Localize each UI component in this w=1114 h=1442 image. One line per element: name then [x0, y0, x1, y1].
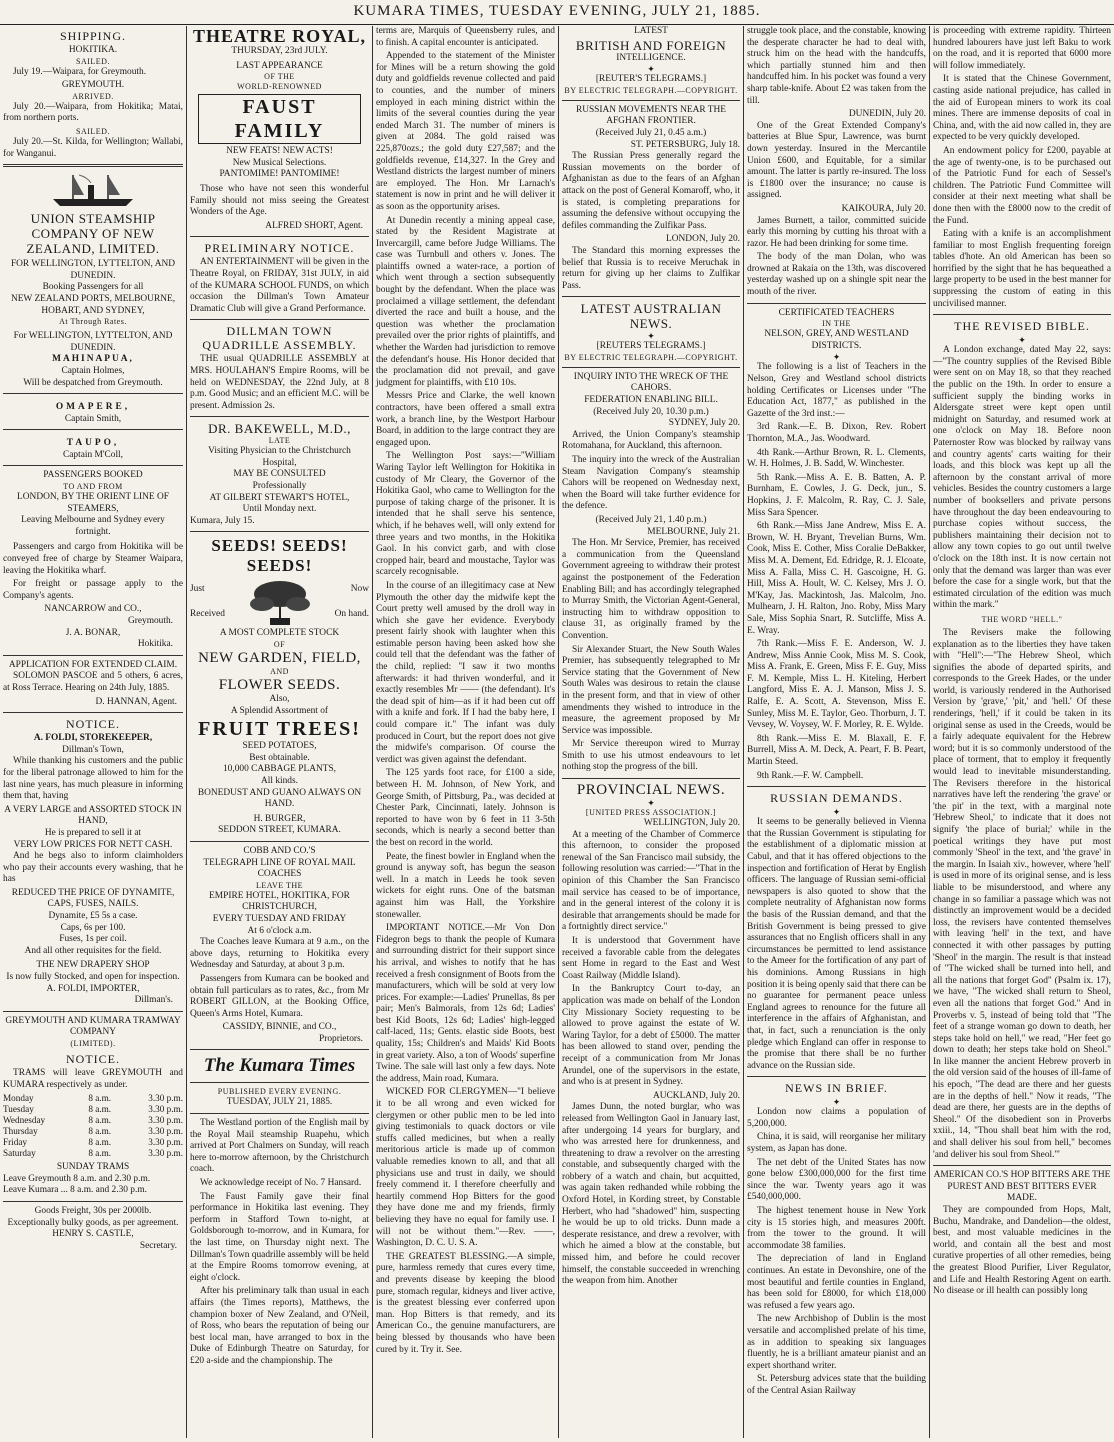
article-paragraph: We acknowledge receipt of No. 7 Hansard.	[200, 1178, 362, 1189]
copyright: BY ELECTRIC TELEGRAPH.—COPYRIGHT.	[564, 85, 738, 95]
usc-title: UNION STEAMSHIP COMPANY OF NEW ZEALAND, LIMITED.	[26, 211, 160, 257]
seed-illustration-row	[190, 576, 369, 628]
inquiry-heading: INQUIRY INTO THE WRECK OF THE CAHORS.	[573, 371, 729, 394]
received: (Received July 21, 0.45 a.m.)	[595, 127, 707, 138]
timetable-day: Tuesday	[3, 1104, 34, 1115]
article-paragraph: The Russian Press generally regard the Russian movements on the border of Afghanistan as due to the fears of an Afghan attack on the post of General Komaroff, who, it is stated, is completing preparations for assuming the defensive without occupying the defiles commanding the Zulfikar Pass.	[562, 151, 740, 231]
sub-heading: ARRIVED.	[72, 91, 114, 101]
leave-the: LEAVE THE	[255, 880, 304, 890]
column-1	[0, 26, 186, 1438]
dateline: SYDNEY, July 20.	[668, 418, 740, 429]
notice-heading: NOTICE.	[66, 1052, 120, 1066]
coaches-body: The Coaches leave Kumara at 9 a.m., on the above days, returning to Hokitika every Wednesday and Saturday, at about 3 p.m.	[190, 937, 369, 971]
districts-heading: NELSON, GREY, AND WESTLAND DISTRICTS.	[764, 329, 909, 351]
dateline: WELLINGTON, July 20.	[643, 818, 740, 829]
late: LATE	[268, 436, 291, 446]
russian-demands-heading: RUSSIAN DEMANDS.	[770, 791, 903, 806]
obtainable: Best obtainable.	[249, 752, 310, 763]
agent-signature: D. HANNAN, Agent.	[95, 696, 177, 707]
article-paragraph: An endowment policy for £200, payable at the age of twenty-one, is to be purchased out of the Patriotic Fund for each of Sessel's children. The Patriotic Fund Committee will consider at their next meeting what shall be done then with the £8000 now to the credit of the Fund.	[933, 145, 1111, 226]
timetable-row	[3, 1126, 183, 1137]
theatre-title: THEATRE ROYAL,	[192, 26, 367, 46]
article-paragraph: is proceeding with extreme rapidity. Thirteen hundred labourers have just left Baku to work on the road, and it is reported that 6000 more will follow immediately.	[933, 26, 1111, 71]
timetable-pm: 3.30 p.m.	[148, 1137, 183, 1148]
timetable-row	[3, 1148, 183, 1159]
drapery-body: Is now fully Stocked, and open for inspection.	[6, 972, 180, 983]
hop-bitters-heading: AMERICAN CO.'S HOP BITTERS ARE THE PUREST AND BEST BITTERS EVER MADE.	[933, 1170, 1111, 1204]
received-label: Received	[190, 609, 225, 620]
timetable-day: Thursday	[3, 1126, 38, 1137]
flower-seeds: FLOWER SEEDS.	[218, 677, 341, 694]
column-3	[373, 26, 558, 1438]
column-5: struggle took place, and the constable, knowing the desperate character he had to deal with, struck him on the head with the handcuffs, which partially stunned him and then handcuffed him. In his pocket was found a very sharp table-knife. About £2 was taken from the till. DUNEDIN, July 20. One of the Great Extended Company's batteries at Blue Spur, Lawrence, was burnt down yesterday. Insured in the Mercantile Union £600, and Equitable, for a similar amount. The latter is partly re-insured. The loss is £1800 over the insurance; no cause is assigned. KAIKOURA, July 20. James Burnett, a tailor, committed suicide early this morning by cutting his throat with a razor. He had been drinking for some time. The body of the man Dolan, who was drowned at Rakaia on the 13th, was discovered yesterday washed up on a shingle spit near the mouth of the river. CERTIFICATED TEACHERS IN THE NELSON, GREY, AND WESTLAND DISTRICTS. ✦ The following is a list of Teachers in the Nelson, Grey and Westland school districts holding Certificates or Licenses under "The Education Act, 1877," as published in the Gazette of the 3rd inst.:— 3rd Rank.—E. B. Dixon, Rev. Robert Thornton, M.A., Jas. Woodward. 4th Rank.—Arthur Brown, R. L. Clements, W. H. Holmes, J. B. Sadd, W. Winchester. 5th Rank.—Miss A. E. B. Batten, A. P. Burnham, E. Cowles, J. G. Deck, jun., S. Hopkins, J. F. Malcolm, R. Ray, C. J. Sale, Miss Sara Spencer. 6th Rank.—Miss Jane Andrew, Miss E. A. Brown, W. H. Bryant, Trevelian Burns, Wm. Cook, Miss E. Cother, Miss Coralie DeBakker, Miss M. A. Dement, Ed. Edridge, R. J. Elcoate, Miss A. Falla, Miss C. H. Gascoigne, H. G. Hill, Miss A. Hoult, W. C. Kelsey, Mrs J. O. M'Kay, Jas. Mackintosh, Jas. Malcolm, Jno. Mulhearn, J. H. Ralton, Jno. Roby, Miss Mary Sale, Miss Sophia Snart, R. Sutcliffe, Miss A. E. Wray. 7th Rank.—Miss F. E. Anderson, W. J. Andrew, Miss Annie Cook, Miss M. S. Cook, Miss A. Frank, E. Green, Miss F. E. Guy, Miss F. M. Kemple, Miss L. H. Kiteling, Herbert Langford, Miss E. A. J. Manson, Miss J. S. Ralfe, E. A. Scott, A. Stevenson, Miss E. Sunley, Miss M. E. Taylor, Geo. Thorburn, J. T. Vevsey, W. Voysey, W. F. Morley, R. E. Wylde. 8th Rank.—Miss E. M. Blaxall, E. F. Burrell, Miss A. M. Deck, A. Peart, F. B. Peart, Martin Steed. 9th Rank.—F. W. Campbell. RUSSIAN DEMANDS. ✦ It seems to be generally believed in Vienna that the Russian Government is stipulating for the establishment of a diplomatic mission at Cabul, and that it has offered objections to the inspection and fortification of Herat by English officers. The language of Russian semi-official newspapers is also quoted to show that the complete neutrality of Afghanistan now forms the basis of the Russian demand, and that the British Government is being pressed to give assurances that no English officers shall in any circumstances be permitted to lend assistance to the Ameer for the fortification of any part of his dominions. Among Russians in high position it is being openly said that there can be no guarantee for permanent peace unless England agrees to renounce for the future all interference in the affairs of Afghanistan, and that, in fact, such a renunciation is the only pledge which England can offer in response to the promise that there shall be no further advance on the Russian side. NEWS IN BRIEF. ✦ London now claims a population of 5,200,000. China, it is said, will reorganise her military system, as Japan has done. The net debt of the United States has now gone below £300,000,000 for the first time since the war. Twenty years ago it was £540,000,000. The highest tenement house in New York city is 15 stories high, and measures 200ft. from the tower to the ground. It will accommodate 38 families. The depreciation of land in England continues. An estate in Devonshire, one of the most beautiful and fertile counties in England, has been sold for £8000, for which £18,000 was refused a few years ago. The new Archbishop of Dublin is the most versatile and accomplished prelate of his time, as in addition to speaking six languages fluently, he is a brilliant amateur pianist and an expert shorthand writer. St. Petersburg advices state that the building of the Central Asian Railway	[747, 26, 926, 1396]
timetable-pm: 3.30 p.m.	[148, 1093, 183, 1104]
cassidy: CASSIDY, BINNIE, and CO.,	[222, 1022, 337, 1033]
dateline: LONDON, July 20.	[666, 234, 740, 245]
published: PUBLISHED EVERY EVENING.	[217, 1087, 342, 1097]
article-paragraph: A London exchange, dated May 22, says:—"The country supplies of the Revised Bible were sent on on May 18, so that they reached the public on the 19th. In order to ensure a sufficient supply the binding works in Aldersgate street were kept open until midnight on Saturday, and resumed work at one o'clock on May 18. Before noon Paternoster Row was blocked by railway vans and country agents' carts waiting for their loads, and this block was kept up all the afternoon by the constant arrival of more vehicles. Besides the country customers a large number of booksellers and private persons have throughout the day been endeavouring to purchase copies without success, the publishers maintaining their decision not to allow any town copies to go out until twelve o'clock on the 18th inst. It is now certain not only that the demand was larger than was ever before the case for a single work, but that the estimated circulation of the edition was much within the mark."	[933, 345, 1111, 611]
timetable-am: 8 a.m.	[88, 1093, 112, 1104]
shipping-entry: July 20.—St. Kilda, for Wellington; Wallabi, for Wanganui.	[3, 136, 183, 159]
timetable-row	[3, 1115, 183, 1126]
prelim-heading: PRELIMINARY NOTICE.	[204, 241, 355, 256]
timetable-am: 8 a.m.	[88, 1148, 112, 1159]
provincial-heading: PROVINCIAL NEWS.	[576, 782, 726, 799]
price-line: Caps, 6s per 100.	[60, 922, 126, 933]
article-paragraph: The Faust Family gave their final performance in Hokitika last evening. They perform in Stafford Town to-night, at Goldsborough to-morrow, and in Kumara, for the last time, on Thursday night next. The Dillman's Town quadrille assembly will be held at the Empire Rooms tomorrow evening, at eight o'clock.	[190, 1191, 369, 1283]
price-line: Fuses, 1s per coil.	[59, 934, 127, 945]
now-label: Now	[350, 583, 369, 594]
cobb-heading: COBB AND CO.'S	[243, 845, 316, 856]
price-line: Dynamite, £5 5s a case.	[48, 911, 138, 922]
article-paragraph: The depreciation of land in England continues. An estate in Devonshire, one of the most beautiful and fertile counties in England, has been sold for £8000, for which £18,000 was refused a few years ago.	[747, 1254, 926, 1311]
burger-name: H. BURGER,	[253, 813, 306, 824]
masthead: KUMARA TIMES, TUESDAY EVENING, JULY 21, 1885.	[0, 0, 1114, 25]
revised-bible-heading: THE REVISED BIBLE.	[954, 319, 1090, 334]
despatch: Will be despatched from Greymouth.	[23, 377, 163, 388]
article-paragraph: It seems to be generally believed in Vienna that the Russian Government is stipulating for the establishment of a diplomatic mission at Cabul, and that it has offered objections to the inspection and fortification of Herat by English officers. The language of Russian semi-official newspapers is also quoted to show that the complete neutrality of Afghanistan now forms the basis of the Russian demand, and that the British Government is being pressed to give assurances that no English officers shall in any circumstances be permitted to lend assistance to the Ameer for the fortification of any part of his dominions. Among Russians in high position it is being openly said that there can be no guarantee for permanent peace unless England agrees to renounce for the future all interference in the affairs of Afghanistan, and that, in fact, such a renunciation is the only pledge which England can offer in response to the promise that there shall be no further advance on the Russian side.	[747, 817, 926, 1071]
steamship-illustration	[48, 171, 138, 209]
timetable-am: 8 a.m.	[88, 1104, 112, 1115]
all-kinds: All kinds.	[261, 776, 298, 786]
notice-heading: NOTICE.	[66, 717, 120, 732]
foldi-heading: A. FOLDI, STOREKEEPER,	[33, 733, 153, 744]
agent-name: NANCARROW and CO.,	[44, 604, 142, 615]
article-paragraph: It is stated that the Chinese Government, casting aside national prejudice, has called in the aid of European miners to work its coal mines. There are immense deposits of coal in China, and, with the aid now called in, they are expected to be very quickly developed.	[933, 74, 1111, 143]
rank-list: 7th Rank.—Miss F. E. Anderson, W. J. Andrew, Miss Annie Cook, Miss M. S. Cook, Miss A. Frank, E. Green, Miss F. E. Guy, Miss F. M. Kemple, Miss L. H. Kiteling, Herbert Langford, Miss E. A. J. Manson, Miss J. S. Ralfe, E. A. Scott, A. Stevenson, Miss E. Sunley, Miss M. E. Taylor, Geo. Thorburn, J. T. Vevsey, W. Voysey, W. F. Morley, R. E. Wylde.	[747, 639, 926, 731]
proprietors: Proprietors.	[318, 1033, 363, 1044]
foldi-begs: And he begs also to inform claimholders who pay their accounts every washing, that he has	[3, 851, 183, 885]
leaving: Leaving Melbourne and Sydney every fortnight.	[21, 515, 165, 537]
agent-place: Greymouth.	[127, 616, 173, 626]
article-paragraph: The Hon. Mr Service, Premier, has received a communication from the Queensland Government agreeing to withdraw their protest against the postponement of the Federation Enabling Bill; and has accordingly telegraphed to Murray Smith, the Victorian Agent-General, instructing him to withdraw opposition to clause 31, as originally framed by the Convention.	[562, 538, 740, 641]
burger-address: SEDDON STREET, KUMARA.	[218, 825, 341, 836]
timetable-row	[3, 1093, 183, 1104]
of-label: OF	[273, 640, 286, 650]
faust-family-title: FAUST FAMILY	[198, 94, 361, 144]
agent-name: J. A. BONAR,	[65, 627, 121, 638]
article-paragraph: Messrs Price and Clarke, the well known contractors, have been offered a small extra work, a branch line, by the Westport Harbour Board, in addition to the large contract they are engaged upon.	[376, 391, 555, 448]
timetable-pm: 3.30 p.m.	[148, 1126, 183, 1137]
dateline: MELBOURNE, July 21.	[647, 526, 740, 537]
hell-heading: THE WORD "HELL."	[981, 614, 1063, 624]
application-body: SOLOMON PASCOE and 5 others, 6 acres, at Ross Terrace. Hearing on 24th July, 1885.	[3, 671, 183, 693]
article-paragraph: terms are, Marquis of Queensberry rules, and to finish. A capital encounter is anticipated.	[376, 26, 555, 48]
usc-route: For WELLINGTON, LYTTELTON, AND DUNEDIN.	[13, 331, 173, 353]
received: (Received July 20, 10.30 p.m.)	[593, 406, 709, 417]
article-paragraph: One of the Great Extended Company's batteries at Blue Spur, Lawrence, was burnt down yesterday. Insured in the Mercantile Union £600, and Equitable, for a similar amount. The latter is partly re-insured. The loss is £1800 over the insurance; no cause is assigned.	[747, 120, 926, 201]
article-paragraph: Peate, the finest bowler in England when the ground is anyway soft, has begun the season well. In a match in Leeds he took seven wickets for eight runs. One of the batsman against him was Hall, the Yorkshire stonewaller.	[376, 851, 555, 920]
visiting: Visiting Physician to the Christchurch Hospital,	[208, 446, 351, 468]
article-paragraph: Arrived, the Union Company's steamship Rotomahana, for Auckland, this afternoon.	[562, 429, 740, 452]
timetable-pm: 3.30 p.m.	[148, 1148, 183, 1159]
agent-place: Hokitika.	[137, 639, 173, 650]
tram-timetable	[3, 1093, 183, 1159]
usc-rates: At Through Rates.	[59, 317, 127, 327]
article-paragraph: WICKED FOR CLERGYMEN—"I believe it to be all wrong and even wicked for clergymen or other public men to be led into giving testimonials to quack doctors or vile stuffs called medicines, but when a really meritorious article is made up of common valuable remedies known to all, and that all physicians use and trust in daily, we should freely commend it. I therefore cheerfully and heartily commend Hop Bitters for the good they have done me and my friends, firmly believing they have no equal for family use. I will not be without them."—Rev. ——, Washington, D. C. U. S. A.	[376, 1087, 555, 1249]
article-paragraph: Appended to the statement of the Minister for Mines will be a return showing the gold duty and goldfields revenue collected and paid to counties, and the number of miners employed in each mining district within the limits of the several counties during the year ended March 31. The number of miners is given at 2084. The gold raised was 225,870ozs.; the gold duty £27,587; and the goldfields revenue, £14,327. In the Grey and Westland districts the largest number of miners are employed. The Hon. Mr Larnach's statement is now in print and he will deliver it as soon as the opportunity arises.	[376, 51, 555, 212]
article-paragraph: The inquiry into the wreck of the Australian Steam Navigation Company's steamship Cahors will be reopened on Wednesday next, when the Board will take further evidence for the defence.	[562, 455, 740, 512]
to-from: TO AND FROM	[63, 482, 123, 492]
shipping-heading: SHIPPING.	[59, 29, 126, 43]
column-4: LATEST BRITISH AND FOREIGN INTELLIGENCE. ✦ [REUTER'S TELEGRAMS.] BY ELECTRIC TELEGRAPH.—COPYRIGHT. RUSSIAN MOVEMENTS NEAR THE AFGHAN FRONTIER. (Received July 21, 0.45 a.m.) ST. PETERSBURG, July 18. The Russian Press generally regard the Russian movements on the border of Afghanistan as due to the fears of an Afghan attack on the post of General Komaroff, who, it is stated, is completing preparations for assuming the defensive without occupying the defiles commanding the Zulfikar Pass. LONDON, July 20. The Standard this morning expresses the belief that Russia is to receive Meruchak in return for giving up her claims to Zulfikar Pass. LATEST AUSTRALIAN NEWS. ✦ [REUTERS TELEGRAMS.] BY ELECTRIC TELEGRAPH.—COPYRIGHT. INQUIRY INTO THE WRECK OF THE CAHORS. FEDERATION ENABLING BILL. (Received July 20, 10.30 p.m.) SYDNEY, July 20. Arrived, the Union Company's steamship Rotomahana, for Auckland, this afternoon. The inquiry into the wreck of the Australian Steam Navigation Company's steamship Cahors will be reopened on Wednesday next, when the Board will take further evidence for the defence. (Received July 21, 1.40 p.m.) MELBOURNE, July 21. The Hon. Mr Service, Premier, has received a communication from the Queensland Government agreeing to withdraw their protest against the postponement of the Federation Enabling Bill; and has accordingly telegraphed to Murray Smith, the Victorian Agent-General, instructing him to withdraw opposition to clause 31, as originally framed by the Convention. Sir Alexander Stuart, the New South Wales Premier, has subsequently telegraphed to Mr Service stating that the Government of New South Wales was desirous to retain the clause in the present form, and that in view of other amendments they wished to introduce in the measure, the agreement proposed by Mr Service was impossible. Mr Service thereupon wired to Murray Smith to use his utmost endeavours to let nothing stop the progress of the bill. PROVINCIAL NEWS. ✦ [UNITED PRESS ASSOCIATION.] WELLINGTON, July 20. At a meeting of the Chamber of Commerce this afternoon, to consider the proposed renewal of the San Francisco mail subsidy, the following resolution was carried:—"That in the opinion of this Chamber the San Francisco mail service has ceased to be of importance, and in the general interest of the colony it is desirable that arrangements should be made for a fortnightly direct service." It is understood that Government have received a favorable cable from the delegates sent Home in regard to the East and West Coast Railway (Middle Island). In the Bankruptcy Court to-day, an application was made on behalf of the London City Missionary Society requesting to be allowed to prove against the estate of W. Waring Taylor, for a debt of £5000. The matter has been allowed to stand over, pending the receipt of a communication from Mr Jonas Arundel, one of the supervisors in the estate, and who is at present in Sydney. AUCKLAND, July 20. James Dunn, the noted burglar, who was released from Wellington Gaol in January last, after undergoing 14 years for burglary, and who was arrested here for drunkenness, and threatening to draw a revolver on the arresting constable, and subsequently charged with the robbery of a watch and chain, but acquitted, was again taken redhanded while robbing the Oxford Hotel, in Kording street, by Constable Herbert, who had "shadowed" him, suspecting he would be up to old tricks. Dunn made a desperate resistance, and drew a revolver, with which he aimed a blow at the constable, but missed him, and before he could recover himself, the constable succeeded in wrenching the weapon from him. Another	[562, 26, 741, 1287]
foldi-prices: VERY LOW PRICES FOR NETT CASH.	[13, 839, 173, 850]
quadrille-heading: DILLMAN TOWN QUADRILLE ASSEMBLY.	[202, 324, 357, 353]
ship-name: TAUPO,	[66, 438, 120, 449]
shipping-entry: July 19.—Waipara, for Greymouth.	[13, 66, 147, 77]
trams-leave: TRAMS will leave GREYMOUTH and KUMARA respectively as under.	[3, 1068, 183, 1090]
rank-list: 8th Rank.—Miss E. M. Blaxall, E. F. Burrell, Miss A. M. Deck, A. Peart, F. B. Peart, Martin Steed.	[747, 733, 926, 768]
teachers-heading: CERTIFICATED TEACHERS	[778, 307, 895, 318]
ship-name: OMAPERE,	[55, 402, 131, 413]
professionally: Professionally	[252, 481, 307, 492]
usc-route: FOR WELLINGTON, LYTTELTON, AND DUNEDIN.	[10, 259, 176, 281]
cabbage: 10,000 CABBAGE PLANTS,	[222, 764, 337, 775]
article-paragraph: In the Bankruptcy Court to-day, an application was made on behalf of the London City Missionary Society requesting to be allowed to prove against the estate of W. Waring Taylor, for a debt of £5000. The matter has been allowed to stand over, pending the receipt of a communication from Mr Jonas Arundel, one of the supervisors in the estate, and who is at present in Sydney.	[562, 984, 740, 1088]
on-hand-label: On hand.	[334, 609, 369, 620]
theatre-agent: ALFRED SHORT, Agent.	[265, 220, 363, 231]
musical: New Musical Selections.	[232, 157, 327, 168]
column-6: is proceeding with extreme rapidity. Thirteen hundred labourers have just left Baku to work on the road, and it is reported that 6000 more will follow immediately. It is stated that the Chinese Government, casting aside national prejudice, has called in the aid of European miners to work its coal mines. There are immense deposits of coal in China, and, with the aid now called in, they are expected to be very quickly developed. An endowment policy for £200, payable at the age of twenty-one, is to be purchased out of the Patriotic Fund for each of Sessel's children. The Patriotic Fund Committee will consider at their next meeting what shall be done then with the £8000 now to the credit of the Fund. Eating with a knife is an accomplishment familiar to most English frequenting foreign tables d'hote. An old American has been so horrified by the sight that he has bequeathed a large property to be used in the best manner for suppressing the custom of eating in this uncivilised manner. THE REVISED BIBLE. ✦ A London exchange, dated May 22, says:—"The country supplies of the Revised Bible were sent on on May 18, so that they reached the public on the 19th. In order to ensure a sufficient supply the binding works in Aldersgate street were kept open until midnight on Saturday, and resumed work at one o'clock on May 18. Before noon Paternoster Row was blocked by railway vans and country agents' carts waiting for their loads, and this block was kept up all the afternoon by the constant arrival of more vehicles. Besides the country customers a large number of booksellers and private persons have throughout the day been endeavouring to purchase copies without success, the publishers maintaining their decision not to allow any town copies to go out until twelve o'clock on the 18th inst. It is now certain not only that the demand was larger than was ever before the case for a single work, but that the estimated circulation of the edition was much within the mark." THE WORD "HELL." The Revisers make the following explanation as to the liberties they have taken with "Hell":—"The Hebrew Sheol, which signifies the abode of departed spirits, and corresponds to the Greek Hades, or the under world, is variously rendered in the Authorised Version by 'grave,' 'pit,' and 'hell.' Of these renderings, 'hell,' if it could be taken in its original sense as used in the Creeds, would be a fairly adequate equivalent for the Hebrew word; but it is so commonly understood of the place of torment, that to employ it frequently would lead to inevitable misunderstanding. The Revisers therefore in the historical narratives have left the rendering 'the grave' or 'the pit' in the text, with a marginal note 'Hebrew Sheol,' to indicate that it does not signify 'the place of burial;' while in the poetical writings they have put most commonly 'Sheol' in the text, and 'the grave' in the margin. In Isaiah xiv., however, where 'hell' is used in more of its original sense, and is less liable to be misunderstood, and where any change in so familiar a passage which was not distinctly an improvement would be a decided loss, the revisers have contented themselves with leaving 'hell' in the text, and have connected it with other passages by putting 'Sheol' in the margin. The result is that instead of "The wicked shall be turned into hell, and all the nations that forget God" (Psalm ix. 17), we have, "The wicked shall return to Sheol, even all the nations that forget God." And in Proverbs v. 5, instead of being told that "The feet of a strange woman go down to death, her steps take hold on hell," we read, "Her feet go down to death; her steps take hold on Sheol." In like manner the ancient Hebrew proverb in the old version said of the houses of ill-fame of his epoch, "The dead are there and her guests are in the depths of hell." Now it reads, "The dead are there, her guests are in the depths of Sheol." Of the disobedient son in Proverbs xxiii., 14, "Thou shall beat him with the rod, and shall deliver his soul from hell," becomes 'and deliver his soul from Sheol.'" AMERICAN CO.'S HOP BITTERS ARE THE PUREST AND BEST BITTERS EVER MADE. They are compounded from Hops, Malt, Buchu, Mandrake, and Dandelion—the oldest, best, and most valuable medicines in the world, and contain all the best and most curative properties of all other remedies, being the greatest Blood Purifier, Liver Regulator, and Life and Health Restoring Agent on earth. No disease or ill health can possibly long	[933, 26, 1111, 1297]
passengers-booked: PASSENGERS BOOKED	[43, 470, 143, 481]
article-paragraph: Mr Service thereupon wired to Murray Smith to use his utmost endeavours to let nothing stop the progress of the bill.	[562, 739, 740, 773]
british-foreign: BRITISH AND FOREIGN	[575, 37, 727, 53]
article-paragraph: The net debt of the United States has now gone below £300,000,000 for the first time since the war. Twenty years ago it was £540,000,000.	[747, 1157, 926, 1203]
timetable-row	[3, 1104, 183, 1115]
article-paragraph: The highest tenement house in New York city is 15 stories high, and measures 200ft. from the tower to the ground. It will accommodate 38 families.	[747, 1206, 926, 1251]
article-paragraph: The following is a list of Teachers in the Nelson, Grey and Westland school districts holding Certificates or Licenses under "The Education Act, 1877," as published in the Gazette of the 3rd inst.:—	[747, 362, 926, 419]
article-paragraph: The 125 yards foot race, for £100 a side, between H. M. Johnson, of New York, and George Smith, of Pittsburg, Pa., was decided at Chester Park, Cincinnati, lately. Johnson is reported to have won by 6 feet in 11 3-5th seconds, which is nearly a second better than the best on record in the world.	[376, 768, 555, 848]
orient-line: LONDON, BY THE ORIENT LINE OF STEAMERS,	[17, 492, 169, 514]
article-paragraph: The Wellington Post says:—"William Waring Taylor left Wellington for Hokitika in custody of Mr Cleary, the Governor of the Hokitika Gaol, who came to Wellington for the purpose of taking charge of the prisoner. It is intended that he shall serve his sentence, which, if he behaves well, will only extend for three years and two months, in the Hokitika Gaol. In his convict garb, and with close cropped hair, beard and moustache, Taylor was scarcely recognisable.	[376, 451, 555, 578]
article-paragraph: At a meeting of the Chamber of Commerce this afternoon, to consider the proposed renewal of the San Francisco mail subsidy, the following resolution was carried:—"That in the opinion of this Chamber the San Francisco mail service has ceased to be of importance, and in the general interest of the colony it is desirable that arrangements should be made for a fortnightly direct service."	[562, 829, 741, 933]
timetable-day: Saturday	[3, 1148, 36, 1159]
article-paragraph: At Dunedin recently a mining appeal case, stated by the Resident Magistrate at Invercargill, came before Judge Williams. The case was Turnbull and others v. Jones. The plaintiffs owned a water-race, a portion of which went through a section subsequently bought by the defendant. When the place was proclaimed a village settlement, the defendant diverted the race and built a house, and the question was whether the proclamation prevailed over the prior rights of plaintiffs, and whether the Warden had jurisdiction to remove the defendant's house. His Honor decided that the proclamation did not prevail, and gave judgment for plaintiffs, with £10 10s.	[376, 215, 555, 388]
port-heading: HOKITIKA.	[68, 45, 118, 55]
article-paragraph: The new Archbishop of Dublin is the most versatile and accomplished prelate of his time, as in addition to speaking six languages fluently, he is a brilliant amateur pianist and an expert shorthand writer.	[747, 1314, 926, 1371]
article-paragraph: The body of the man Dolan, who was drowned at Rakaia on the 13th, was discovered yesterday washed up on a shingle spit near the mouth of the river.	[747, 252, 926, 298]
timetable-am: 8 a.m.	[88, 1137, 112, 1148]
australian-heading: LATEST AUSTRALIAN NEWS.	[580, 301, 722, 332]
port-heading: GREYMOUTH.	[61, 80, 125, 91]
sunday-line: Leave Greymouth 8 a.m. and 2.30 p.m.	[3, 1173, 151, 1184]
issue-date: TUESDAY, JULY 21, 1885.	[226, 1097, 333, 1108]
article-paragraph: It is understood that Government have received a favorable cable from the delegates sent Home in regard to the East and West Coast Railway (Middle Island).	[562, 936, 740, 981]
news-brief-heading: NEWS IN BRIEF.	[785, 1081, 888, 1096]
in-the: IN THE	[822, 319, 851, 329]
reuter: [REUTER'S TELEGRAMS.]	[595, 74, 707, 85]
column-2	[187, 26, 372, 1438]
gilbert-hotel: AT GILBERT STEWART'S HOTEL,	[209, 492, 350, 503]
captain: Captain Holmes,	[61, 365, 125, 376]
article-paragraph: After his preliminary talk than usual in each affairs (the Times reports), Matthews, the champion boxer of New Zealand, and O'Neil, of Ross, who bears the reputation of being our best local man, have arranged to box in the Duke of Edinburgh Theatre on Saturday, for £20 a-side and the championship. The	[190, 1286, 369, 1366]
dateline: KAIKOURA, July 20.	[841, 203, 926, 214]
seeds-heading: SEEDS! SEEDS! SEEDS!	[211, 536, 348, 576]
until-monday: Until Monday next.	[242, 504, 317, 515]
prelim-body: AN ENTERTAINMENT will be given in the Theatre Royal, on FRIDAY, 31st JULY, in aid of the KUMARA SCHOOL FUNDS, on which occasion the Dillman's Town Amateur Dramatic Club will give a Grand Performance.	[190, 257, 369, 314]
foldi-prepared: He is prepared to sell it at	[44, 827, 142, 838]
ship-name: MAHINAPUA,	[52, 354, 134, 365]
dateline: ST. PETERSBURG, July 18.	[630, 139, 740, 150]
plant-illustration	[240, 578, 320, 626]
sunday-trams: SUNDAY TRAMS	[56, 1162, 130, 1173]
timetable-pm: 3.30 p.m.	[148, 1115, 183, 1126]
article-paragraph: The Westland portion of the English mail by the Royal Mail steamship Ruapehu, which arrived at Port Chalmers on Sunday, will reach here to-morrow afternoon, by the Christchurch coach.	[190, 1118, 369, 1175]
passengers-body: Passengers from Kumara can be booked and obtain full particulars as to rates, &c., from Mr ROBERT GILLON, at the Booking Office, Queen's Arms Hotel, Kumara.	[190, 973, 369, 1019]
secretary-title: Secretary.	[139, 1240, 177, 1251]
shipping-entry: July 20.—Waipara, from Hokitika; Matai, from northern ports.	[3, 101, 183, 124]
passenger-cargo: Passengers and cargo from Hokitika will be conveyed free of charge by Steamer Waipara, leaving the Hokitika wharf.	[3, 542, 183, 576]
reuter: [REUTERS TELEGRAMS.]	[596, 341, 706, 352]
foldi-importer: A. FOLDI, IMPORTER,	[46, 983, 140, 994]
timetable-pm: 3.30 p.m.	[148, 1104, 183, 1115]
drapery-heading: THE NEW DRAPERY SHOP	[36, 960, 150, 971]
consulted: MAY BE CONSULTED	[233, 469, 326, 480]
article-paragraph: They are compounded from Hops, Malt, Buchu, Mandrake, and Dandelion—the oldest, best, and most valuable medicines in the world, and contain all the best and most curative properties of all other remedies, being the greatest Blood Purifier, Liver Regulator, and Life and Health Restoring Agent on earth. No disease or ill health can possibly long	[933, 1205, 1111, 1297]
foldi-importer-town: Dillman's.	[134, 995, 173, 1006]
article-paragraph: IMPORTANT NOTICE.—Mr Von Don Fidegron begs to thank the people of Kumara and surrounding district for their support since his arrival, and wishes to notify that he has received a fresh consignment of Boots from the manufacturers, which will be sold at very low prices. For example:—Ladies' Prunellas, 8s per pair; Men's Balmorals, from 12s 6d; Ladies' best Kid Boots, 12s 6d; Ladies' high-legged calf-laced, 11s; Gents. elastic side Boots, best quality, 15s; Children's and Maids' Kid Boots in great variety. Also, a ton of Woods' superfine Twine. The sale will last only a few days. Note the address, Main road, Kumara.	[376, 923, 555, 1084]
garden-field: NEW GARDEN, FIELD,	[198, 650, 361, 667]
of-the: OF THE	[264, 72, 295, 82]
empire-hotel: EMPIRE HOTEL, HOKITIKA, FOR CHRISTCHURCH,	[209, 890, 350, 913]
dateline: AUCKLAND, July 20.	[653, 1090, 740, 1101]
foldi-stock: A VERY LARGE and ASSORTED STOCK IN HAND,	[4, 804, 182, 827]
foldi-body: While thanking his customers and the public for the liberal patronage allowed to him for the last nine years, has much pleasure in informing them that, having	[3, 756, 183, 802]
doctor-name: DR. BAKEWELL, M.D.,	[208, 421, 351, 437]
article-paragraph: The Revisers make the following explanation as to the liberties they have taken with "Hell":—"The Hebrew Sheol, which signifies the abode of departed spirits, and corresponds to the Greek Hades, or the under world, is variously rendered in the Authorised Version by 'grave,' 'pit,' and 'hell.' Of these renderings, 'hell,' if it could be taken in its original sense as used in the Creeds, would be a fairly adequate equivalent for the Hebrew word; but it is so commonly understood of the place of torment, that to employ it frequently would lead to inevitable misunderstanding. The Revisers therefore in the historical narratives have left the rendering 'the grave' or 'the pit' in the text, with a marginal note 'Hebrew Sheol,' to indicate that it does not signify 'the place of burial;' while in the poetical writings they have put most commonly 'Sheol' in the text, and 'the grave' in the margin. In Isaiah xiv., however, where 'hell' is used in more of its original sense, and is less liable to be misunderstood, and where any change in so familiar a passage which was not distinctly an improvement would be a decided loss, the revisers have contented themselves with leaving 'hell' in the text, and have connected it with other passages by putting 'Sheol' in the margin. The result is that instead of "The wicked shall be turned into hell, and all the nations that forget God" (Psalm ix. 17), we have, "The wicked shall return to Sheol, even all the nations that forget God." And in Proverbs v. 5, instead of being told that "The feet of a strange woman go down to death, her steps take hold on hell," we read, "Her feet go down to death; her steps take hold on Sheol." In like manner the ancient Hebrew proverb in the old version said of the houses of ill-fame of his epoch, "The dead are there and her guests are in the depths of hell." Now it reads, "The dead are there, her guests are in the depths of Sheol." Of the disobedient son in Proverbs xxiii., 14, "Thou shall beat him with the rod, and shall deliver his soul from hell," becomes 'and deliver his soul from Sheol.'"	[933, 627, 1111, 1160]
latest: LATEST	[634, 26, 668, 36]
secretary-name: HENRY S. CASTLE,	[52, 1229, 134, 1240]
and-label: AND	[270, 667, 289, 677]
article-paragraph: Eating with a knife is an accomplishment familiar to most English frequenting foreign tables d'hote. An old American has been so horrified by the sight that he has bequeathed a large property to be used in the best manner for suppressing the custom of eating in this uncivilised manner.	[933, 229, 1111, 309]
timetable-day: Monday	[3, 1093, 34, 1104]
usc-ports: NEW ZEALAND PORTS, MELBOURNE, HOBART, AND SYDNEY,	[10, 293, 176, 316]
article-paragraph: St. Petersburg advices state that the building of the Central Asian Railway	[747, 1374, 926, 1396]
rank-list: 3rd Rank.—E. B. Dixon, Rev. Robert Thornton, M.A., Jas. Woodward.	[747, 422, 926, 444]
article-paragraph: In the course of an illegitimacy case at New Plymouth the other day the midwife kept the Court pretty well amused by the droll way in which she gave her evidence. Everybody present fairly shook with laughter when this estimable person having been asked how she could tell that the defendant was the father of the child, replied: "I saw it two months afterwards: it had thriven wonderful, and it exactly resembles Mr —— (the defendant). It's the dead spit of him—as if it had been cut off with a knife and fork. If I had the baby here, I could compare it." The infant was duly produced in Court, but the report does not give the midwife's comparison. Of course the verdict was given against the defendant.	[376, 580, 555, 765]
russian-heading: RUSSIAN MOVEMENTS NEAR THE AFGHAN FRONTIER.	[575, 104, 727, 127]
seed-potatoes: SEED POTATOES,	[242, 741, 317, 752]
every-tuesday: EVERY TUESDAY AND FRIDAY	[212, 913, 347, 924]
tramway-limited: (LIMITED).	[70, 1039, 116, 1048]
timetable-day: Friday	[3, 1137, 27, 1148]
federation-heading: FEDERATION ENABLING BILL.	[584, 395, 718, 406]
intelligence: INTELLIGENCE.	[616, 52, 686, 63]
complete-stock: A MOST COMPLETE STOCK	[219, 628, 340, 639]
article-paragraph: London now claims a population of 5,200,000.	[747, 1107, 926, 1129]
bonedust: BONEDUST AND GUANO ALWAYS ON HAND.	[197, 787, 362, 810]
article-paragraph: Sir Alexander Stuart, the New South Wales Premier, has subsequently telegraphed to Mr Service stating that the Government of New South Wales was desirous to retain the clause in the present form, and that in view of other amendments they wished to introduce in the measure, the agreement proposed by Mr Service was impossible.	[562, 644, 740, 736]
bulky-goods: Exceptionally bulky goods, as per agreement.	[7, 1217, 179, 1228]
foldi-town: Dillman's Town,	[62, 744, 124, 755]
quadrille-body: THE usual QUADRILLE ASSEMBLY at MRS. HOULAHAN'S Empire Rooms, will be held on WEDNESDAY, the 22nd July, at 8 p.m. Good Music; and an efficient M.C. will be present. Admission 2s.	[190, 354, 369, 411]
freight: For freight or passage apply to the Company's agents.	[3, 579, 183, 601]
new-feats: NEW FEATS! NEW ACTS!	[226, 146, 333, 157]
dateline: DUNEDIN, July 20.	[848, 109, 926, 120]
timetable-row	[3, 1137, 183, 1148]
kumara-date: Kumara, July 15.	[190, 515, 255, 526]
article-paragraph: James Burnett, a tailor, committed suicide early this morning by cutting his throat with a razor. He had been drinking for some time.	[747, 215, 926, 249]
rank-list: 9th Rank.—F. W. Campbell.	[757, 770, 864, 781]
six-oclock: At 6 o'clock a.m.	[247, 925, 312, 936]
fruit-trees: FRUIT TREES!	[198, 718, 361, 741]
rank-list: 6th Rank.—Miss Jane Andrew, Miss E. A. Brown, W. H. Bryant, Trevelian Burns, Wm. Cook, Miss E. Cother, Miss Coralie DeBakker, Miss M. A. Dement, Ed. Edridge, R. J. Elcoate, Miss A. Falla, Miss C. H. Gascoigne, H. G. Hill, Miss A. Hoult, W. C. Kelsey, Mrs J. O. M'Kay, Jas. Mackintosh, Jas. Malcolm, Jno. Mulhearn, J. H. Ralton, Jno. Roby, Miss Mary Sale, Miss Sophia Snart, R. Sutcliffe, Miss A. E. Wray.	[747, 521, 926, 636]
world-renowned: WORLD-RENOWNED	[237, 82, 322, 92]
captain: Captain M'Coll,	[62, 449, 124, 460]
price-line: And all other requisites for the field.	[24, 945, 162, 956]
last-appearance: LAST APPEARANCE	[236, 60, 323, 71]
article-paragraph: James Dunn, the noted burglar, who was released from Wellington Gaol in January last, after undergoing 14 years for burglary, and who was arrested here for drunkenness, and threatening to draw a revolver on the arresting constable, and subsequently charged with the robbery of a watch and chain, but acquitted, was again taken redhanded while robbing the Oxford Hotel, in Kording street, by Constable Herbert, who had "shadowed" him, suspecting he would be up to old tricks. Dunn made a desperate resistance, and drew a revolver, with which he aimed a blow at the constable, but missed him, and before he could recover himself, the constable succeeded in wrenching the weapon from him. Another	[562, 1102, 740, 1287]
article-paragraph: struggle took place, and the constable, knowing the desperate character he had to deal with, struck him on the head with the handcuffs, which partially stunned him and then handcuffed him. In his pocket was found a very sharp table-knife. About £2 was taken from the till.	[747, 26, 926, 106]
goods-freight: Goods Freight, 30s per 2000lb.	[34, 1205, 152, 1216]
just-label: Just	[190, 583, 205, 594]
tramway-title: GREYMOUTH AND KUMARA TRAMWAY COMPANY	[5, 1015, 181, 1038]
also-label: Also,	[269, 694, 290, 705]
telegraph-line: TELEGRAPH LINE OF ROYAL MAIL COACHES	[203, 857, 356, 880]
theatre-date: THURSDAY, 23rd JULY.	[231, 46, 328, 56]
pantomime: PANTOMIME! PANTOMIME!	[219, 169, 340, 180]
article-paragraph: THE GREATEST BLESSING.—A simple, pure, harmless remedy that cures every time, and prevents disease by keeping the blood pure, stomach regular, kidneys and liver active, is the greatest blessing ever conferred upon man. Hop Bitters is that remedy, and its American Co., the genuine manufacturers, are being blessed by thousands who have been cured by it. Try it. See.	[376, 1251, 555, 1355]
received: (Received July 21, 1.40 p.m.)	[595, 515, 707, 525]
paper-title: The Kumara Times	[203, 1055, 356, 1077]
timetable-day: Wednesday	[3, 1115, 46, 1126]
splendid: A Splendid Assortment of	[230, 705, 329, 716]
sub-heading: SAILED.	[76, 56, 110, 66]
captain: Captain Smith,	[64, 413, 122, 424]
timetable-am: 8 a.m.	[88, 1115, 112, 1126]
timetable-am: 8 a.m.	[88, 1126, 112, 1137]
usc-booking: Booking Passengers for all	[42, 282, 144, 293]
upa: [UNITED PRESS ASSOCIATION.]	[585, 808, 717, 818]
application-title: APPLICATION FOR EXTENDED CLAIM.	[8, 659, 178, 670]
sunday-line: Leave Kumara ... 8 a.m. and 2.30 p.m.	[3, 1185, 147, 1196]
theatre-body: Those who have not seen this wonderful Family should not miss seeing the Greatest Wonders of the Age.	[190, 183, 369, 218]
rank-list: 4th Rank.—Arthur Brown, R. L. Clements, W. H. Holmes, J. B. Sadd, W. Winchester.	[747, 447, 926, 470]
copyright: BY ELECTRIC TELEGRAPH.—COPYRIGHT.	[564, 352, 738, 362]
foldi-reduced: REDUCED THE PRICE OF DYNAMITE, CAPS, FUSES, NAILS.	[11, 887, 175, 910]
article-paragraph: China, it is said, will reorganise her military system, as Japan has done.	[747, 1132, 926, 1155]
rank-list: 5th Rank.—Miss A. E. B. Batten, A. P. Burnham, E. Cowles, J. G. Deck, jun., S. Hopkins, J. F. Malcolm, R. Ray, C. J. Sale, Miss Sara Spencer.	[747, 472, 926, 518]
article-paragraph: The Standard this morning expresses the belief that Russia is to receive Meruchak in return for giving up her claims to Zulfikar Pass.	[562, 245, 740, 291]
sub-heading: SAILED.	[76, 126, 110, 136]
